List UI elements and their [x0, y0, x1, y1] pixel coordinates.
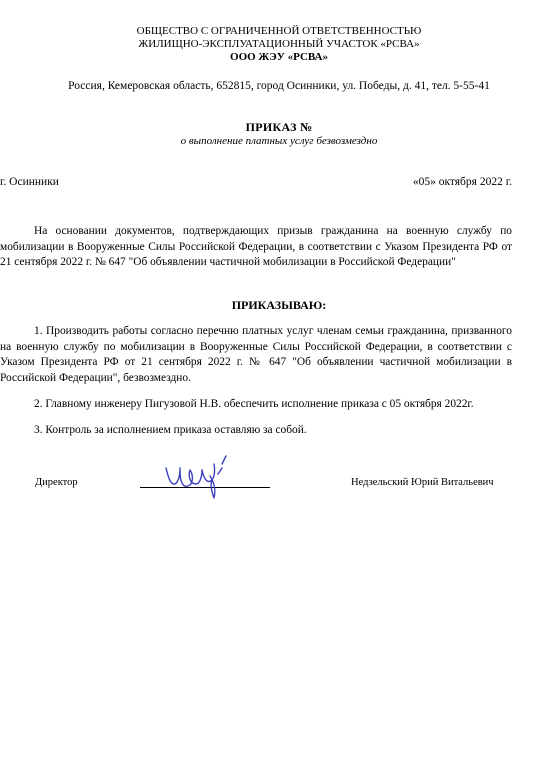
order-city: г. Осинники [0, 176, 59, 188]
organization-header [0, 25, 558, 64]
signatory-position: Директор [35, 477, 78, 488]
order-heading: ПРИКАЗЫВАЮ: [231, 298, 327, 312]
org-short-name: ООО ЖЭУ «РСВА» [230, 51, 328, 63]
org-name-line2: ЖИЛИЩНО-ЭКСПЛУАТАЦИОННЫЙ УЧАСТОК «РСВА» [138, 38, 420, 50]
order-item-2: 2. Главному инженеру Пигузовой Н.В. обеспечить исполнение приказа с 05 октября 2022г. [34, 398, 474, 410]
organization-address: Россия, Кемеровская область, 652815, город Осинники, ул. Победы, д. 41, тел. 5-55-41 [68, 80, 490, 92]
order-item-3: 3. Контроль за исполнением приказа оставляю за собой. [34, 424, 307, 436]
handwritten-signature [160, 454, 240, 502]
signatory-name: Недзельский Юрий Витальевич [351, 477, 494, 488]
preamble-paragraph: На основании документов, подтверждающих призыв гражданина на военную службу по мобилизации в Вооруженные Силы Российской Федерации, в соответствии с Указом Президента РФ от 21 сентября 2022 г. № 647 "Об объявлении частичной мобилизации в Российской Федерации" [0, 225, 512, 269]
order-subtitle: о выполнение платных услуг безвозмездно [180, 135, 378, 147]
order-title: ПРИКАЗ № [245, 120, 313, 134]
order-item-1: 1. Производить работы согласно перечню платных услуг членам семьи гражданина, призванного на военную службу по мобилизации в Вооруженные Силы Российской Федерации, в соответствии с Указом Президента РФ от 21 сентября 2022 г. № 647 "Об объявлении частичной мобилизации в Российской Федерации", безвозмездно. [0, 325, 512, 384]
order-date: «05» октября 2022 г. [412, 176, 512, 188]
org-name-line1: ОБЩЕСТВО С ОГРАНИЧЕННОЙ ОТВЕТСТВЕННОСТЬЮ [136, 25, 422, 37]
